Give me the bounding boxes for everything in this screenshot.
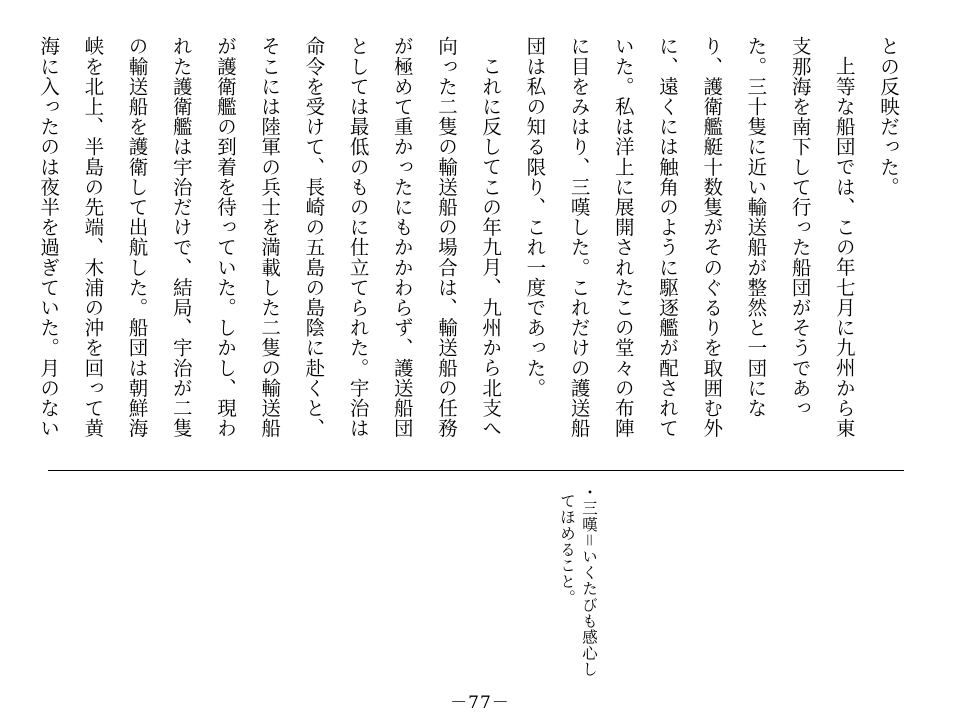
paragraph: との反映だった。 (877, 36, 900, 197)
paragraph: これに反してこの年九月、九州から北支へ向った二隻の輸送船の場合は、輸送船の任務が極めて重かったにもかかわらず、護送船団としては最低のものに仕立てられた。宇治は命令を受けて、長崎の五島の島陰に赴くと、そこには陸軍の兵士を満載した二隻の輸送船が護衛艦の到着を待っていた。しかし、現われた護衛艦は宇治だけで、結局、宇治が二隻の輸送船を護衛して出航した。船団は朝鮮海峡を北上、半島の先端、木浦の沖を回って黄海に入ったのは夜半を過ぎていた。月のない (37, 36, 503, 438)
page-number: －77－ (450, 693, 510, 713)
footnote-divider (48, 470, 904, 471)
footnote (540, 484, 600, 684)
body-text (37, 36, 910, 456)
footnote-text: ・三嘆＝いくたびも感心してほめること。 (558, 484, 598, 678)
paragraph: 上等な船団では、この年七月に九州から東支那海を南下して行った船団がそうであった。三十隻に近い輸送船が整然と一団になり、護衛艦艇十数隻がそのぐるりを取囲む外に、遠くには触角のように駆逐艦が配されていた。私は洋上に展開されたこの堂々の布陣に目をみはり、三嘆した。これだけの護送船団は私の知る限り、これ一度であった。 (523, 36, 856, 438)
